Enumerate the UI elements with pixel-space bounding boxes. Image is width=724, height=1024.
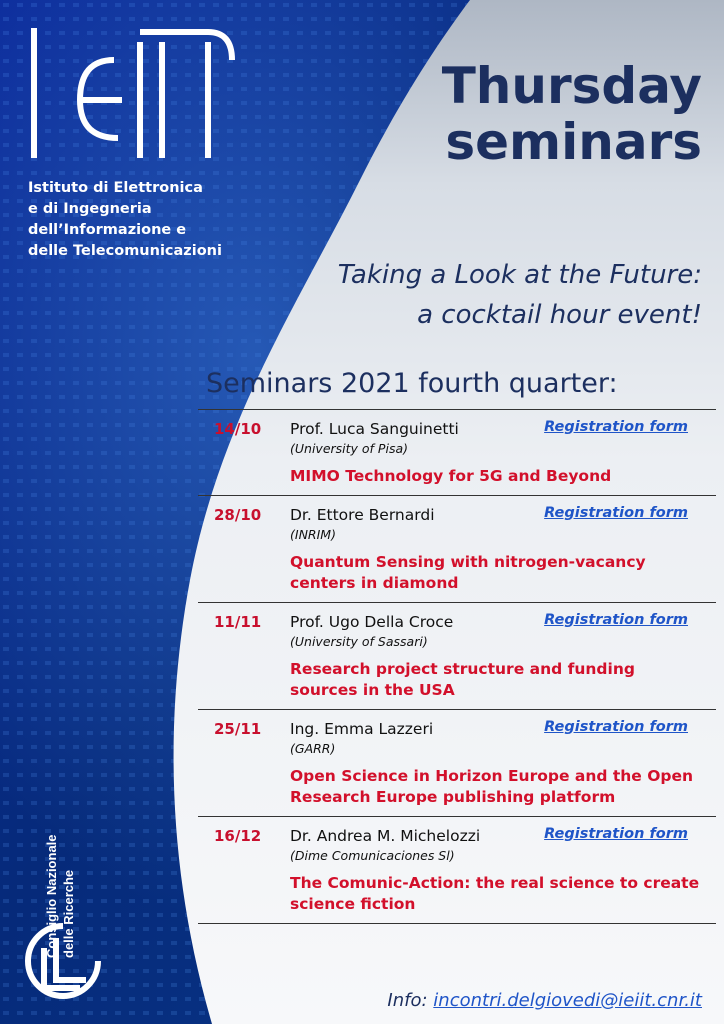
institute-name bbox=[28, 178, 248, 262]
seminar-speaker: Dr. Ettore Bernardi bbox=[290, 506, 435, 524]
contact-info bbox=[387, 990, 702, 1011]
seminar-date: 11/11 bbox=[214, 613, 262, 631]
topic-line: MIMO Technology for 5G and Beyond bbox=[290, 467, 612, 485]
seminar-affiliation: (University of Sassari) bbox=[290, 634, 428, 649]
title-line-2: seminars bbox=[445, 113, 702, 171]
contact-label: Info: bbox=[387, 990, 428, 1011]
registration-link[interactable]: Registration form bbox=[544, 612, 688, 628]
cnr-logo bbox=[20, 918, 106, 1004]
ieiit-logo bbox=[22, 5, 244, 165]
seminar-row bbox=[198, 709, 716, 816]
seminar-date: 14/10 bbox=[214, 420, 262, 438]
seminar-date: 28/10 bbox=[214, 506, 262, 524]
topic-line: science fiction bbox=[290, 895, 416, 913]
registration-link[interactable]: Registration form bbox=[544, 505, 688, 521]
seminar-date: 25/11 bbox=[214, 720, 262, 738]
seminar-row bbox=[198, 409, 716, 495]
institute-line: Istituto di Elettronica bbox=[28, 180, 203, 196]
seminar-topic bbox=[290, 766, 716, 808]
seminar-row bbox=[198, 602, 716, 709]
topic-line: centers in diamond bbox=[290, 574, 459, 592]
seminar-affiliation: (Dime Comunicaciones Sl) bbox=[290, 848, 455, 863]
seminar-speaker: Prof. Luca Sanguinetti bbox=[290, 420, 459, 438]
topic-line: Research project structure and funding bbox=[290, 660, 635, 678]
seminar-affiliation: (University of Pisa) bbox=[290, 441, 408, 456]
seminar-affiliation: (INRIM) bbox=[290, 527, 336, 542]
subtitle bbox=[182, 255, 702, 335]
subtitle-line-1: Taking a Look at the Future: bbox=[337, 260, 702, 290]
registration-link[interactable]: Registration form bbox=[544, 419, 688, 435]
seminar-row bbox=[198, 495, 716, 602]
topic-line: Open Science in Horizon Europe and the Open bbox=[290, 767, 694, 785]
registration-link[interactable]: Registration form bbox=[544, 719, 688, 735]
cnr-line-1: Consiglio Nazionale bbox=[44, 834, 59, 958]
seminar-speaker: Prof. Ugo Della Croce bbox=[290, 613, 454, 631]
seminar-topic bbox=[290, 552, 716, 594]
page-title bbox=[282, 58, 702, 170]
logo-text: IEIIT bbox=[22, 5, 57, 24]
topic-line: sources in the USA bbox=[290, 681, 455, 699]
seminar-affiliation: (GARR) bbox=[290, 741, 336, 756]
topic-line: The Comunic-Action: the real science to create bbox=[290, 874, 700, 892]
cnr-line-2: delle Ricerche bbox=[61, 869, 76, 958]
institute-line: e di Ingegneria bbox=[28, 201, 152, 217]
seminar-topic bbox=[290, 873, 716, 915]
quarter-heading: Seminars 2021 fourth quarter: bbox=[206, 368, 618, 399]
topic-line: Research Europe publishing platform bbox=[290, 788, 616, 806]
subtitle-line-2: a cocktail hour event! bbox=[417, 300, 702, 330]
seminar-topic bbox=[290, 659, 716, 701]
institute-line: delle Telecomunicazioni bbox=[28, 243, 222, 259]
seminar-topic bbox=[290, 466, 716, 487]
seminar-speaker: Dr. Andrea M. Michelozzi bbox=[290, 827, 481, 845]
title-line-1: Thursday bbox=[441, 57, 702, 115]
contact-email-link[interactable]: incontri.delgiovedi@ieiit.cnr.it bbox=[433, 990, 702, 1011]
seminar-speaker: Ing. Emma Lazzeri bbox=[290, 720, 434, 738]
seminar-schedule bbox=[198, 409, 716, 924]
institute-line: dell’Informazione e bbox=[28, 222, 187, 238]
seminar-row bbox=[198, 816, 716, 924]
registration-link[interactable]: Registration form bbox=[544, 826, 688, 842]
topic-line: Quantum Sensing with nitrogen-vacancy bbox=[290, 553, 646, 571]
seminar-date: 16/12 bbox=[214, 827, 262, 845]
